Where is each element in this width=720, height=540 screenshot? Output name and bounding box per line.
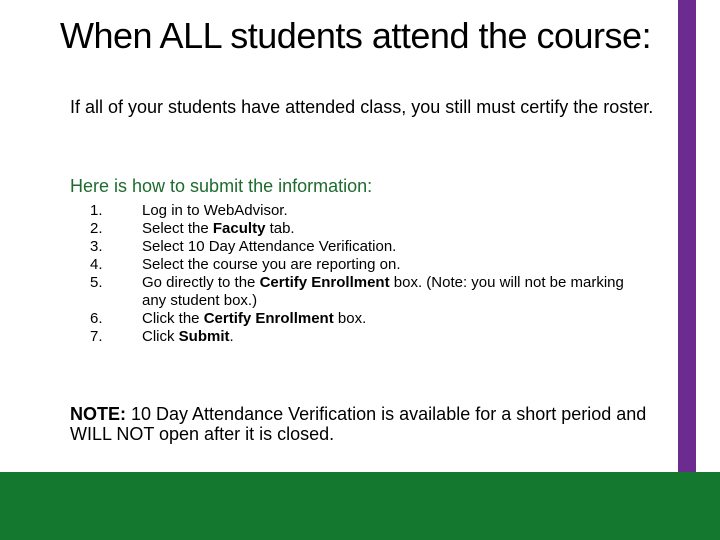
slide-title: When ALL students attend the course: (60, 15, 652, 56)
step-item (90, 310, 650, 328)
step-text: Select 10 Day Attendance Verification. (142, 238, 397, 255)
purple-accent-bar (678, 0, 696, 472)
intro-text: If all of your students have attended class, you still must certify the roster. (70, 97, 654, 117)
steps-list (90, 202, 650, 346)
step-text: Select the course you are reporting on. (142, 256, 401, 273)
note-text: NOTE: 10 Day Attendance Verification is available for a short period and WILL NOT open after it is closed. (70, 404, 647, 444)
step-number: 6. (90, 310, 103, 327)
step-text: Select the Faculty tab. (142, 220, 295, 237)
step-number: 3. (90, 238, 103, 255)
green-footer-band (0, 472, 720, 540)
step-text: Click Submit. (142, 328, 234, 345)
step-number: 4. (90, 256, 103, 273)
step-item (90, 220, 650, 238)
step-text: Go directly to the Certify Enrollment box. (Note: you will not be marking any student box.) (142, 274, 624, 309)
step-item (90, 202, 650, 220)
step-number: 5. (90, 274, 103, 291)
step-text: Log in to WebAdvisor. (142, 202, 288, 219)
step-item (90, 256, 650, 274)
step-item (90, 238, 650, 256)
step-text: Click the Certify Enrollment box. (142, 310, 367, 327)
howto-heading: Here is how to submit the information: (70, 176, 373, 196)
step-item (90, 328, 650, 346)
step-item (90, 274, 650, 310)
step-number: 1. (90, 202, 103, 219)
step-number: 7. (90, 328, 103, 345)
note-label: NOTE: (70, 404, 126, 424)
step-number: 2. (90, 220, 103, 237)
